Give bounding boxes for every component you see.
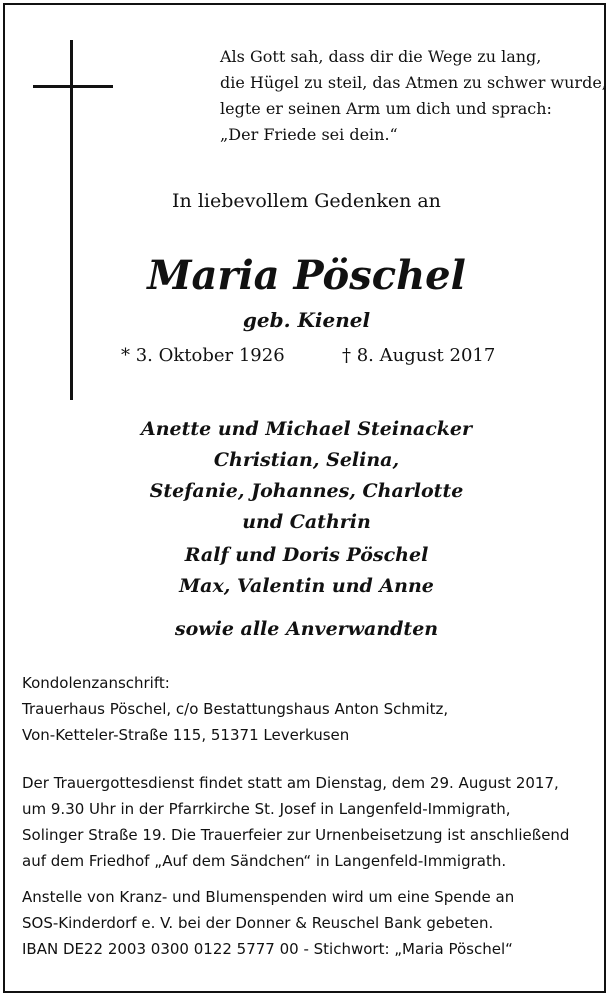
service-info <box>22 770 569 874</box>
donation-line: Anstelle von Kranz- und Blumenspenden wird um eine Spende an <box>22 888 515 906</box>
family-line: Stefanie, Johannes, Charlotte <box>149 480 464 502</box>
service-line: um 9.30 Uhr in der Pfarrkirche St. Josef in Langenfeld-Immigrath, <box>22 800 511 818</box>
condolence-line: Kondolenzanschrift: <box>22 674 170 692</box>
service-line: Solinger Straße 19. Die Trauerfeier zur Urnenbeisetzung ist anschließend <box>22 826 570 844</box>
birth-name: geb. Kienel <box>242 308 371 332</box>
family-line: sowie alle Anverwandten <box>174 618 439 640</box>
family-line: Max, Valentin und Anne <box>179 575 434 597</box>
deceased-name: Maria Pöschel <box>147 252 466 299</box>
condolence-address <box>22 670 448 748</box>
condolence-line: Trauerhaus Pöschel, c/o Bestattungshaus Anton Schmitz, <box>22 700 449 718</box>
birth-date: * 3. Oktober 1926 <box>121 345 285 366</box>
poem-line: Als Gott sah, dass dir die Wege zu lang, <box>220 47 542 66</box>
poem-line: „Der Friede sei dein.“ <box>220 125 398 144</box>
condolence-line: Von-Ketteler-Straße 115, 51371 Leverkusen <box>22 726 350 744</box>
poem <box>220 44 607 148</box>
service-line: auf dem Friedhof „Auf dem Sändchen“ in Langenfeld-Immigrath. <box>22 852 507 870</box>
memorial-intro: In liebevollem Gedenken an <box>172 190 441 212</box>
donation-line: SOS-Kinderdorf e. V. bei der Donner & Reuschel Bank gebeten. <box>22 914 494 932</box>
family-group-2 <box>0 540 613 602</box>
family-line: und Cathrin <box>242 511 371 533</box>
family-group-1 <box>0 414 613 538</box>
donation-line: IBAN DE22 2003 0300 0122 5777 00 - Stichwort: „Maria Pöschel“ <box>22 940 513 958</box>
poem-line: die Hügel zu steil, das Atmen zu schwer wurde, <box>220 73 607 92</box>
family-line: Christian, Selina, <box>213 449 400 471</box>
family-group-3 <box>0 614 613 645</box>
death-date: † 8. August 2017 <box>342 345 496 366</box>
cross-horizontal-bar <box>33 85 113 88</box>
cross-vertical-bar <box>70 40 73 400</box>
family-line: Ralf und Doris Pöschel <box>184 544 429 566</box>
family-line: Anette und Michael Steinacker <box>140 418 473 440</box>
service-line: Der Trauergottesdienst findet statt am Dienstag, dem 29. August 2017, <box>22 774 559 792</box>
donation-info <box>22 884 514 962</box>
poem-line: legte er seinen Arm um dich und sprach: <box>220 99 552 118</box>
